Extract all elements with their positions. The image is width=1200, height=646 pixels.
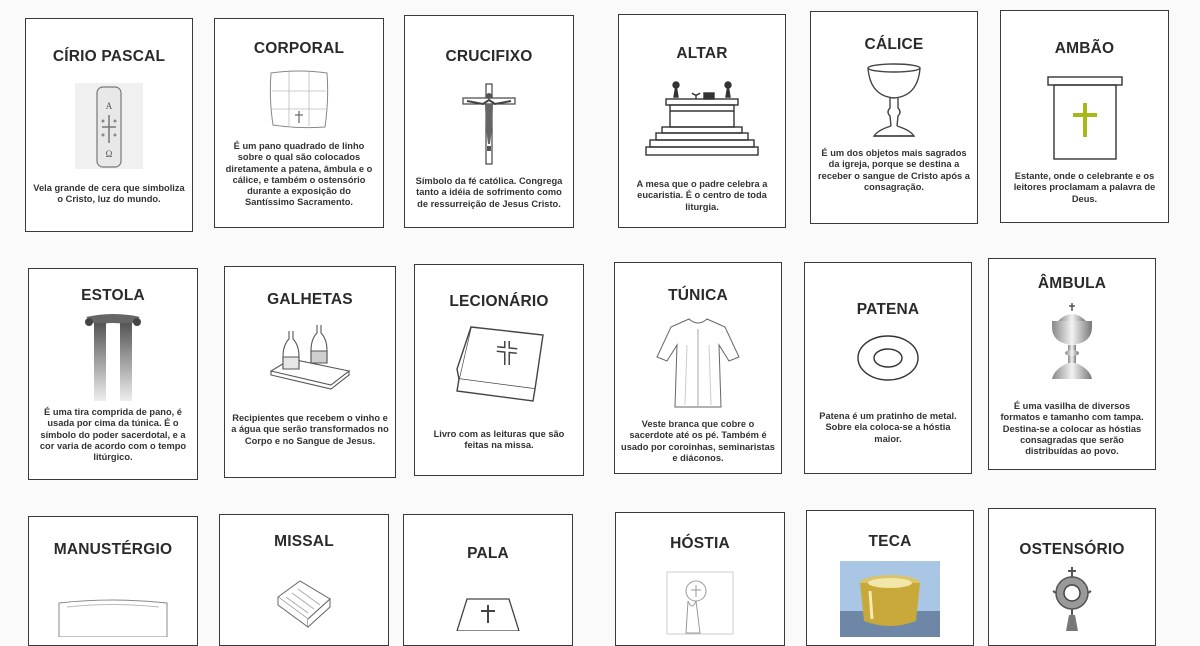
card-ostensorio — [988, 508, 1156, 646]
card-description: É uma tira comprida de pano, é usada por cima da túnica. É o símbolo do poder sacerdotal, e a cor varia de acordo com o tempo litúrgico. — [39, 407, 187, 463]
card-description: É um dos objetos mais sagrados da igreja, porque se destina a receber o sangue de Cristo após a consagração. — [818, 148, 970, 192]
card-title: OSTENSÓRIO — [1019, 541, 1125, 558]
tunic-icon — [655, 315, 741, 411]
monstrance-icon — [1052, 567, 1092, 631]
card-altar — [618, 14, 786, 228]
card-hostia — [615, 512, 785, 646]
chalice-icon — [864, 62, 924, 140]
card-title: TECA — [868, 533, 912, 550]
altar-icon — [644, 77, 760, 163]
card-description: Patena é um pratinho de metal. Sobre ela coloca-se a hóstia maior. — [819, 411, 957, 444]
card-description: É uma vasilha de diversos formatos e tamanho com tampa. Destina-se a colocar as hóstias consagradas que serão distribuídas ao povo. — [1000, 401, 1144, 457]
card-pala — [403, 514, 573, 646]
card-cirio-pascal — [25, 18, 193, 232]
card-manustergio — [28, 516, 198, 646]
card-teca — [806, 510, 974, 646]
card-title: TÚNICA — [668, 287, 728, 304]
host-icon — [666, 571, 734, 635]
stole-icon — [80, 313, 146, 401]
card-title: CRUCIFIXO — [445, 48, 533, 65]
cruets-icon — [269, 319, 351, 391]
card-title: MANUSTÉRGIO — [53, 541, 173, 558]
pyx-icon — [840, 561, 940, 637]
card-title: AMBÃO — [1054, 40, 1115, 57]
card-title: MISSAL — [274, 533, 334, 550]
card-title: LECIONÁRIO — [449, 293, 549, 310]
card-title: CÁLICE — [864, 36, 924, 53]
card-estola — [28, 268, 198, 480]
card-ambao — [1000, 10, 1169, 223]
card-title: ÂMBULA — [1037, 275, 1107, 292]
towel-icon — [55, 597, 171, 637]
card-tunica — [614, 262, 782, 474]
ambo-icon — [1046, 75, 1124, 161]
card-title: GALHETAS — [267, 291, 353, 308]
card-description: É um pano quadrado de linho sobre o qual são colocados diretamente a patena, âmbula e o cálice, e também o ostensório durante a exposição do Santíssimo Sacramento. — [225, 141, 373, 208]
card-calice — [810, 11, 978, 224]
card-title: HÓSTIA — [670, 535, 730, 552]
card-description: Livro com as leituras que são feitas na missa. — [433, 429, 565, 451]
card-title: CÍRIO PASCAL — [52, 48, 166, 65]
card-description: Estante, onde o celebrante e os leitores proclamam a palavra de Deus. — [1013, 171, 1156, 204]
card-title: PATENA — [856, 301, 920, 318]
card-lecionario — [414, 264, 584, 476]
paten-icon — [856, 333, 920, 383]
paschal-candle-icon — [73, 81, 145, 171]
corporal-cloth-icon — [267, 67, 331, 131]
card-description: A mesa que o padre celebra a eucaristia. É o centro de toda liturgia. — [636, 179, 768, 212]
card-description: Vela grande de cera que simboliza o Cristo, luz do mundo. — [33, 183, 185, 205]
card-title: PALA — [467, 545, 509, 562]
svg-text:Ω: Ω — [105, 149, 113, 159]
pall-icon — [455, 597, 521, 631]
card-corporal — [214, 18, 384, 228]
card-title: ALTAR — [676, 45, 728, 62]
card-crucifixo — [404, 15, 574, 228]
missal-book-icon — [276, 575, 332, 629]
card-description: Veste branca que cobre o sacerdote até os pé. Também é usado por coroinhas, seminaristas e diáconos. — [621, 419, 775, 463]
crucifix-icon — [461, 82, 517, 166]
card-ambula — [988, 258, 1156, 470]
card-title: CORPORAL — [253, 40, 345, 57]
lectionary-book-icon — [451, 321, 547, 407]
card-title: ESTOLA — [81, 287, 145, 304]
ciborium-icon — [1044, 303, 1100, 385]
svg-text:A: A — [105, 101, 113, 111]
card-description: Recipientes que recebem o vinho e a água que serão transformados no Corpo e no Sangue de Jesus. — [231, 413, 389, 446]
card-missal — [219, 514, 389, 646]
card-description: Símbolo da fé católica. Congrega tanto a idéia de sofrimento como de ressurreição de Jesus Cristo. — [415, 176, 563, 209]
card-patena — [804, 262, 972, 474]
card-galhetas — [224, 266, 396, 478]
